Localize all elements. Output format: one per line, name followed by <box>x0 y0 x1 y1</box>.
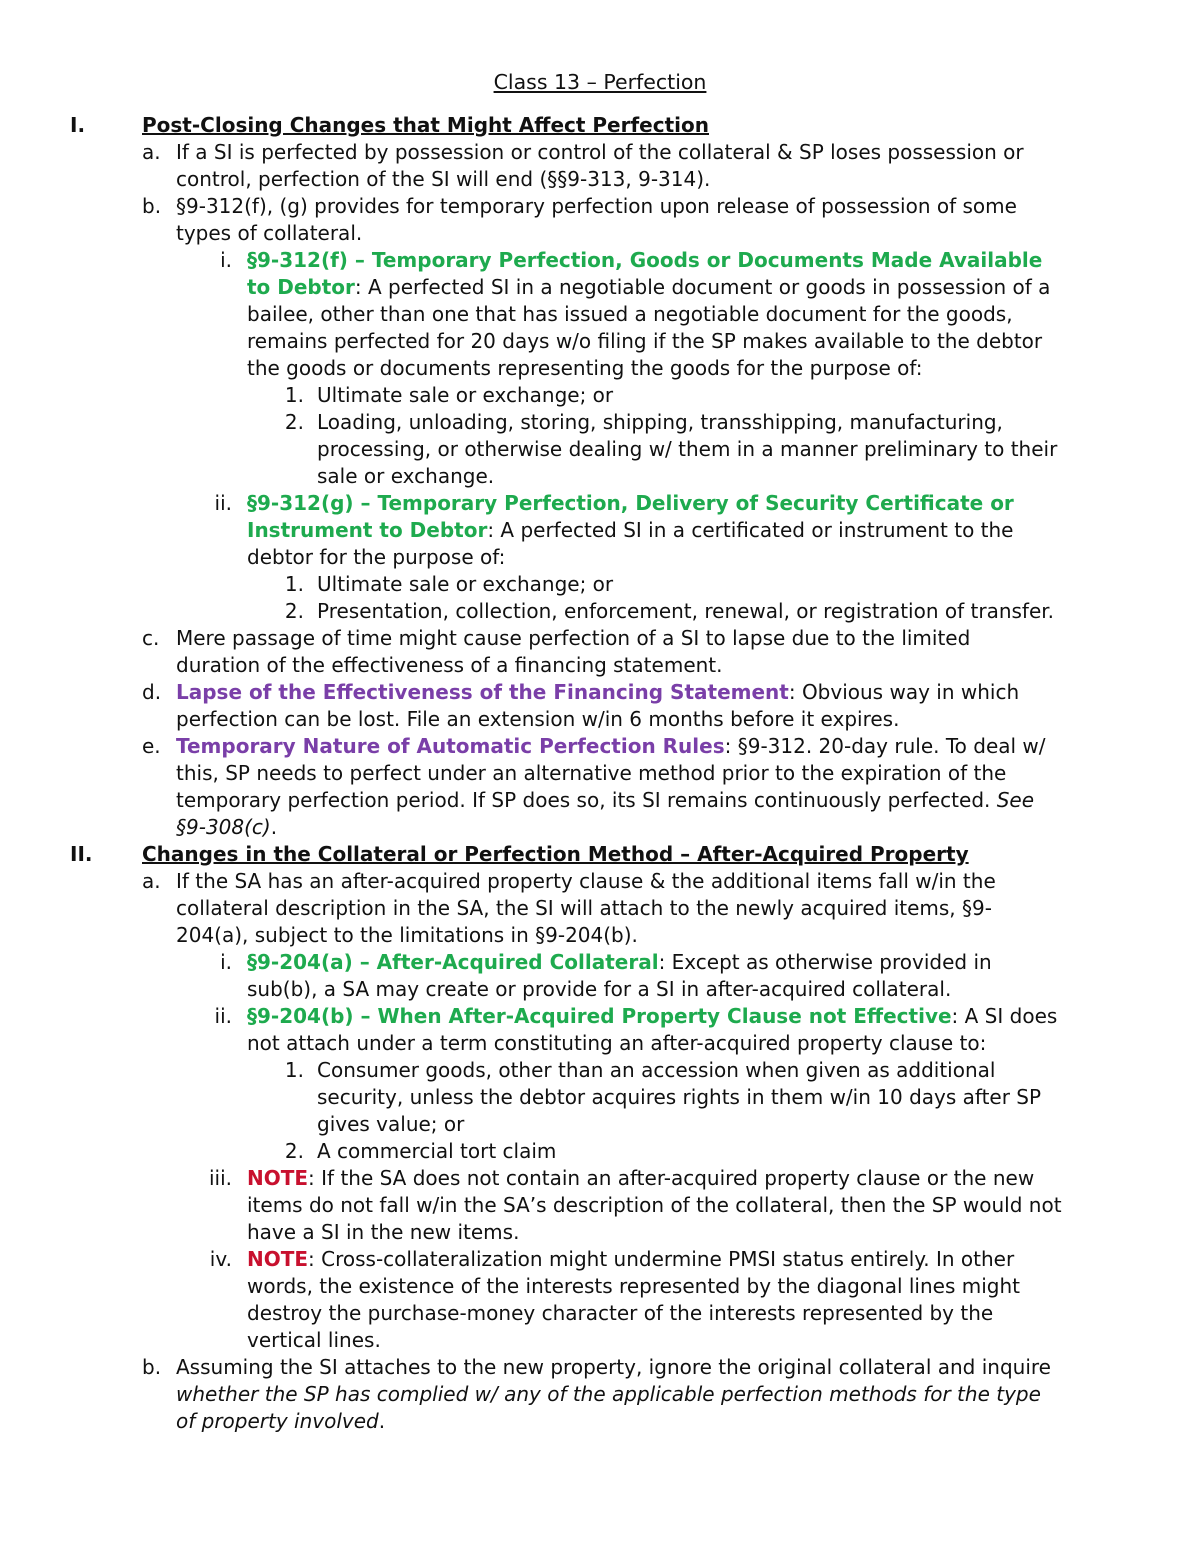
text-run: this, SP needs to perfect under an alternative method prior to the expiration of the <box>176 761 1007 785</box>
list-item-letter-line <box>176 868 996 895</box>
list-item-letter-line <box>176 652 723 679</box>
list-item-number-line <box>317 436 1057 463</box>
text-run: whether the SP has complied w/ any of the applicable perfection methods for the type <box>176 1382 1041 1406</box>
list-item-letter-line <box>176 787 1034 814</box>
list-item-letter-line <box>176 220 362 247</box>
list-item-roman-line <box>247 1246 1014 1273</box>
text-run: : A perfected SI in a certificated or instrument to the <box>487 518 1014 542</box>
topic-heading: Lapse of the Effectiveness of the Financing Statement <box>176 680 789 704</box>
list-item-letter-line <box>176 1408 385 1435</box>
text-run: items do not fall w/in the SA’s description of the collateral, then the SP would not <box>247 1193 1062 1217</box>
text-run: sub(b), a SA may create or provide for a SI in after-acquired collateral. <box>247 977 952 1001</box>
list-item-roman-line <box>247 1327 381 1354</box>
text-run: §9-308(c) <box>176 815 271 839</box>
list-item-roman-line <box>247 274 1050 301</box>
list-item-roman-line <box>247 490 1014 517</box>
text-run: types of collateral. <box>176 221 363 245</box>
text-run: Mere passage of time might cause perfection of a SI to lapse due to the limited <box>176 626 971 650</box>
list-item-number-line <box>317 1111 464 1138</box>
text-run: : Obvious way in which <box>788 680 1020 704</box>
statute-heading: to Debtor <box>247 275 355 299</box>
list-item-roman-line <box>247 247 1042 274</box>
list-item-letter-line <box>176 922 638 949</box>
list-item-letter-marker: a. <box>142 140 161 164</box>
list-item-roman-line <box>247 355 923 382</box>
list-item-number-line <box>317 598 1054 625</box>
text-run: . <box>378 1409 386 1433</box>
list-item-number-line <box>317 382 613 409</box>
list-item-letter-line <box>176 1354 1051 1381</box>
list-item-letter-line <box>176 679 1019 706</box>
note-label: NOTE <box>247 1247 309 1271</box>
list-item-roman-line <box>247 517 1013 544</box>
text-run: debtor for the purpose of: <box>247 545 506 569</box>
list-item-roman-marker: i. <box>220 248 232 272</box>
text-run: A commercial tort claim <box>317 1139 557 1163</box>
list-item-letter-line <box>176 1381 1041 1408</box>
section-heading-marker: I. <box>70 113 86 137</box>
text-run: : Cross-collateralization might undermine PMSI status entirely. In other <box>308 1247 1015 1271</box>
list-item-letter-marker: c. <box>142 626 160 650</box>
statute-heading: §9-312(g) – Temporary Perfection, Delivery of Security Certificate or <box>247 491 1014 515</box>
list-item-number-marker: 1. <box>284 383 304 407</box>
list-item-roman-line <box>247 1192 1062 1219</box>
text-run: vertical lines. <box>247 1328 381 1352</box>
list-item-letter-line <box>176 625 970 652</box>
text-run: temporary perfection period. If SP does so, its SI remains continuously perfected. <box>176 788 997 812</box>
text-run: processing, or otherwise dealing w/ them in a manner preliminary to their <box>317 437 1058 461</box>
list-item-letter-marker: a. <box>142 869 161 893</box>
list-item-letter-marker: b. <box>142 1355 162 1379</box>
list-item-letter-line <box>176 895 992 922</box>
section-title: Post-Closing Changes that Might Affect Perfection <box>142 113 709 137</box>
text-run: If the SA has an after-acquired property clause & the additional items fall w/in the <box>176 869 996 893</box>
list-item-roman-marker: ii. <box>214 1004 232 1028</box>
section-heading-marker: II. <box>70 842 93 866</box>
list-item-roman-line <box>247 976 951 1003</box>
text-run: words, the existence of the interests represented by the diagonal lines might <box>247 1274 1020 1298</box>
list-item-roman-line <box>247 1030 986 1057</box>
text-run: : A SI does <box>951 1004 1058 1028</box>
list-item-roman-line <box>247 949 992 976</box>
list-item-number-line <box>317 571 613 598</box>
list-item-letter-line <box>176 706 899 733</box>
text-run: Presentation, collection, enforcement, renewal, or registration of transfer. <box>317 599 1055 623</box>
list-item-roman-marker: iv. <box>209 1247 232 1271</box>
list-item-letter-line <box>176 193 1017 220</box>
text-run: remains perfected for 20 days w/o filing if the SP makes available to the debtor <box>247 329 1043 353</box>
list-item-number-line <box>317 1138 556 1165</box>
section-heading-line <box>142 112 709 139</box>
list-item-number-marker: 2. <box>284 410 304 434</box>
text-run: If a SI is perfected by possession or control of the collateral & SP loses possession or <box>176 140 1024 164</box>
list-item-letter-marker: d. <box>142 680 162 704</box>
list-item-letter-line <box>176 760 1006 787</box>
list-item-roman-line <box>247 1273 1020 1300</box>
text-run: have a SI in the new items. <box>247 1220 520 1244</box>
text-run: Assuming the SI attaches to the new property, ignore the original collateral and inquire <box>176 1355 1051 1379</box>
section-title: Changes in the Collateral or Perfection Method – After-Acquired Property <box>142 842 969 866</box>
text-run: Loading, unloading, storing, shipping, transshipping, manufacturing, <box>317 410 1003 434</box>
list-item-letter-line <box>176 814 277 841</box>
list-item-letter-line <box>176 733 1046 760</box>
list-item-roman-line <box>247 1003 1057 1030</box>
text-run: control, perfection of the SI will end (§§9-313, 9-314). <box>176 167 711 191</box>
list-item-roman-line <box>247 1165 1034 1192</box>
text-run: security, unless the debtor acquires rights in them w/in 10 days after SP <box>317 1085 1042 1109</box>
list-item-roman-line <box>247 1300 993 1327</box>
text-run: gives value; or <box>317 1112 465 1136</box>
text-run: sale or exchange. <box>317 464 495 488</box>
text-run: : A perfected SI in a negotiable document or goods in possession of a <box>354 275 1051 299</box>
list-item-number-marker: 2. <box>284 1139 304 1163</box>
text-run: of property involved <box>176 1409 379 1433</box>
statute-heading: §9-204(a) – After-Acquired Collateral <box>247 950 659 974</box>
list-item-number-line <box>317 1084 1041 1111</box>
text-run: destroy the purchase-money character of the interests represented by the <box>247 1301 994 1325</box>
list-item-roman-marker: ii. <box>214 491 232 515</box>
text-run: Ultimate sale or exchange; or <box>317 383 614 407</box>
list-item-number-line <box>317 463 494 490</box>
list-item-number-marker: 1. <box>284 572 304 596</box>
statute-heading: Instrument to Debtor <box>247 518 488 542</box>
list-item-letter-marker: e. <box>142 734 161 758</box>
list-item-roman-line <box>247 1219 519 1246</box>
note-label: NOTE <box>247 1166 309 1190</box>
text-run: Consumer goods, other than an accession when given as additional <box>317 1058 996 1082</box>
list-item-letter-line <box>176 139 1024 166</box>
text-run: : If the SA does not contain an after-acquired property clause or the new <box>308 1166 1035 1190</box>
text-run: collateral description in the SA, the SI will attach to the newly acquired items, §9- <box>176 896 992 920</box>
text-run: . <box>270 815 278 839</box>
section-heading-line <box>142 841 969 868</box>
text-run: the goods or documents representing the goods for the purpose of: <box>247 356 923 380</box>
statute-heading: §9-312(f) – Temporary Perfection, Goods or Documents Made Available <box>247 248 1043 272</box>
text-run: : Except as otherwise provided in <box>658 950 992 974</box>
list-item-roman-marker: iii. <box>208 1166 232 1190</box>
list-item-roman-line <box>247 328 1042 355</box>
text-run: : §9-312. 20-day rule. To deal w/ <box>724 734 1046 758</box>
list-item-roman-line <box>247 301 1013 328</box>
page-title: Class 13 – Perfection <box>493 70 707 94</box>
text-run: 204(a), subject to the limitations in §9-204(b). <box>176 923 638 947</box>
text-run: §9-312(f), (g) provides for temporary perfection upon release of possession of some <box>176 194 1017 218</box>
list-item-number-marker: 1. <box>284 1058 304 1082</box>
list-item-roman-line <box>247 544 505 571</box>
list-item-letter-marker: b. <box>142 194 162 218</box>
list-item-letter-line <box>176 166 710 193</box>
list-item-number-line <box>317 1057 995 1084</box>
text-run: See <box>996 788 1035 812</box>
list-item-number-marker: 2. <box>284 599 304 623</box>
text-run: Ultimate sale or exchange; or <box>317 572 614 596</box>
topic-heading: Temporary Nature of Automatic Perfection Rules <box>176 734 725 758</box>
text-run: bailee, other than one that has issued a negotiable document for the goods, <box>247 302 1013 326</box>
text-run: duration of the effectiveness of a financing statement. <box>176 653 723 677</box>
list-item-roman-marker: i. <box>220 950 232 974</box>
list-item-number-line <box>317 409 1003 436</box>
text-run: not attach under a term constituting an after-acquired property clause to: <box>247 1031 987 1055</box>
statute-heading: §9-204(b) – When After-Acquired Property Clause not Effective <box>247 1004 952 1028</box>
text-run: perfection can be lost. File an extension w/in 6 months before it expires. <box>176 707 900 731</box>
